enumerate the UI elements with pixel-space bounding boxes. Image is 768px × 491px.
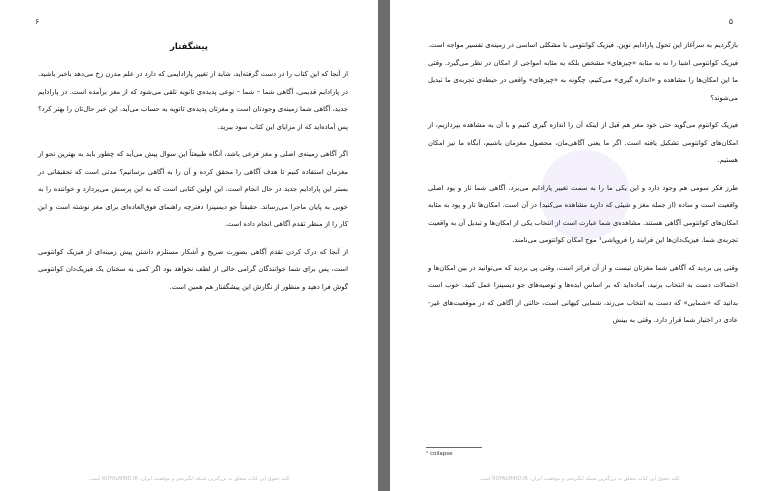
- paragraph-1: بازگردیم به سرآغاز این تحول پارادایم نوین. فیزیک کوانتومی با مشکلی اساسی در زمینه‌ی تفسیر مواجه است. فیزیک کوانتومی اشیا را نه به مثابه «چیزهای» مشخص بلکه به مثابه امواجی از امکان در نظر می‌گیرد. وقتی ما این امکان‌ها را مشاهده و «اندازه گیری» می‌کنیم، چگونه به «چیزهای» واقعی در حیطه‌ی تجربه‌ی ما تبدیل می‌شوند؟: [428, 41, 738, 102]
- page-body: [38, 66, 348, 306]
- page-number: ۶: [35, 17, 40, 26]
- paragraph-2: اگر آگاهی زمینه‌ی اصلی و مغز فرعی باشد، آنگاه طبیعتاً این سوال پیش می‌آید که چطور باید به بهترین نحو از مغزمان استفاده کنیم تا هدف آگاهی را محقق کرده و آن را به آگاهی برسانیم؟ مدتی است که تحقیقاتی در بستر این پارادایم جدید در حال انجام است. این اولین کتابی است که به این پرسش می‌پردازد و خواننده را به خوبی به پایان ماجرا می‌رساند. حقیقتاً جو دیسپنزا دفترچه راهنمای فوق‌العاده‌ای برای مغز نوشته است و این کار را از منظر تقدم آگاهی انجام داده است.: [38, 150, 348, 228]
- page-footer-watermark: کلیه حقوق این کتاب متعلق به بزرگترین شبکه انگیزشی و موفقیت ایران، ROYALMIND.IR است.: [478, 476, 680, 482]
- paragraph-3: از آنجا که درک کردن تقدم آگاهی بصورت صریح و آشکار مستلزم داشتن پیش زمینه‌ای از فیزیک کوانتومی است، پس برای شما خوانندگان گرامی خالی از لطف نخواهد بود اگر کمی به سخنان یک فیزیک‌دان کوانتومی گوش فرا دهید و منظور از نگارش این پیشگفتار هم همین است.: [38, 247, 348, 291]
- page-body: [428, 37, 738, 340]
- page-6: [0, 0, 378, 491]
- paragraph-1: از آنجا که این کتاب را در دست گرفته‌اید، شاید از تغییر پارادایمی که دارد در علم مدرن رخ می‌دهد باخبر باشید. در پارادایم قدیمی، آگاهی شما – شما – نوعی پدیده‌ی ثانویه تلقی می‌شود که از مغز برآمده است. در پارادایم جدید، آگاهی شما زمینه‌ی وجودتان است و مغزتان پدیده‌ی ثانویه به حساب می‌آید. این خبر حال‌تان را بهتر کرد؟ پس آماده‌اید که از مزایای این کتاب سود ببرید.: [38, 70, 348, 131]
- paragraph-3: طرز فکر سومی هم وجود دارد و این یکی ما را به سمت تغییر پارادایم می‌برد. آگاهی شما تار و پود اصلی واقعیت است و ساده (از جمله مغز و شیئی که دارید مشاهده می‌کنید) در آن است. امکان‌ها تار و پود به مثابه امکان‌های کوانتومی آگاهی هستند. مشاهده‌ی شما عبارت است از انتخاب یکی از امکان‌ها و تبدیل آن به واقعیت تجربه‌ی شما. فیزیک‌دان‌ها این فرایند را فروپاشی¹ موج امکان کوانتومی می‌نامند.: [428, 183, 738, 244]
- footnote: ¹ collapse: [426, 451, 453, 457]
- footnote-rule: [426, 447, 482, 448]
- paragraph-2: فیزیک کوانتوم می‌گوید حتی خود مغز هم قبل از اینکه آن را اندازه گیری کنیم و با آن به مشاهده بپردازیم، از امکان‌های کوانتومی تشکیل یافته است. اگر ما یعنی آگاهی‌مان، محصول مغزمان باشیم، آنگاه ما نیز امکان هستیم.: [428, 121, 738, 164]
- section-title: پیشگفتار: [170, 42, 208, 52]
- page-footer-watermark: کلیه حقوق این کتاب متعلق به بزرگترین شبکه انگیزشی و موفقیت ایران، ROYALMIND.IR است.: [88, 476, 290, 482]
- page-5: [390, 0, 768, 491]
- paragraph-4: وقتی پی بردید که آگاهی شما مغزتان نیست و از آن فراتر است، وقتی پی بردید که می‌توانید در بین امکان‌ها و احتمالات دست به انتخاب بزنید، آماده‌اید که بر اساس ایده‌ها و توصیه‌های جو دیسپنزا عمل کنید. خوب است بدانید که «شمایی» که دست به انتخاب می‌زند، شمایی کیهانی است، حالتی از آگاهی که در موقعیت‌های غیر-عادی در اختیار شما قرار دارد. وقتی به بینش: [428, 263, 738, 324]
- page-number: ۵: [728, 17, 733, 26]
